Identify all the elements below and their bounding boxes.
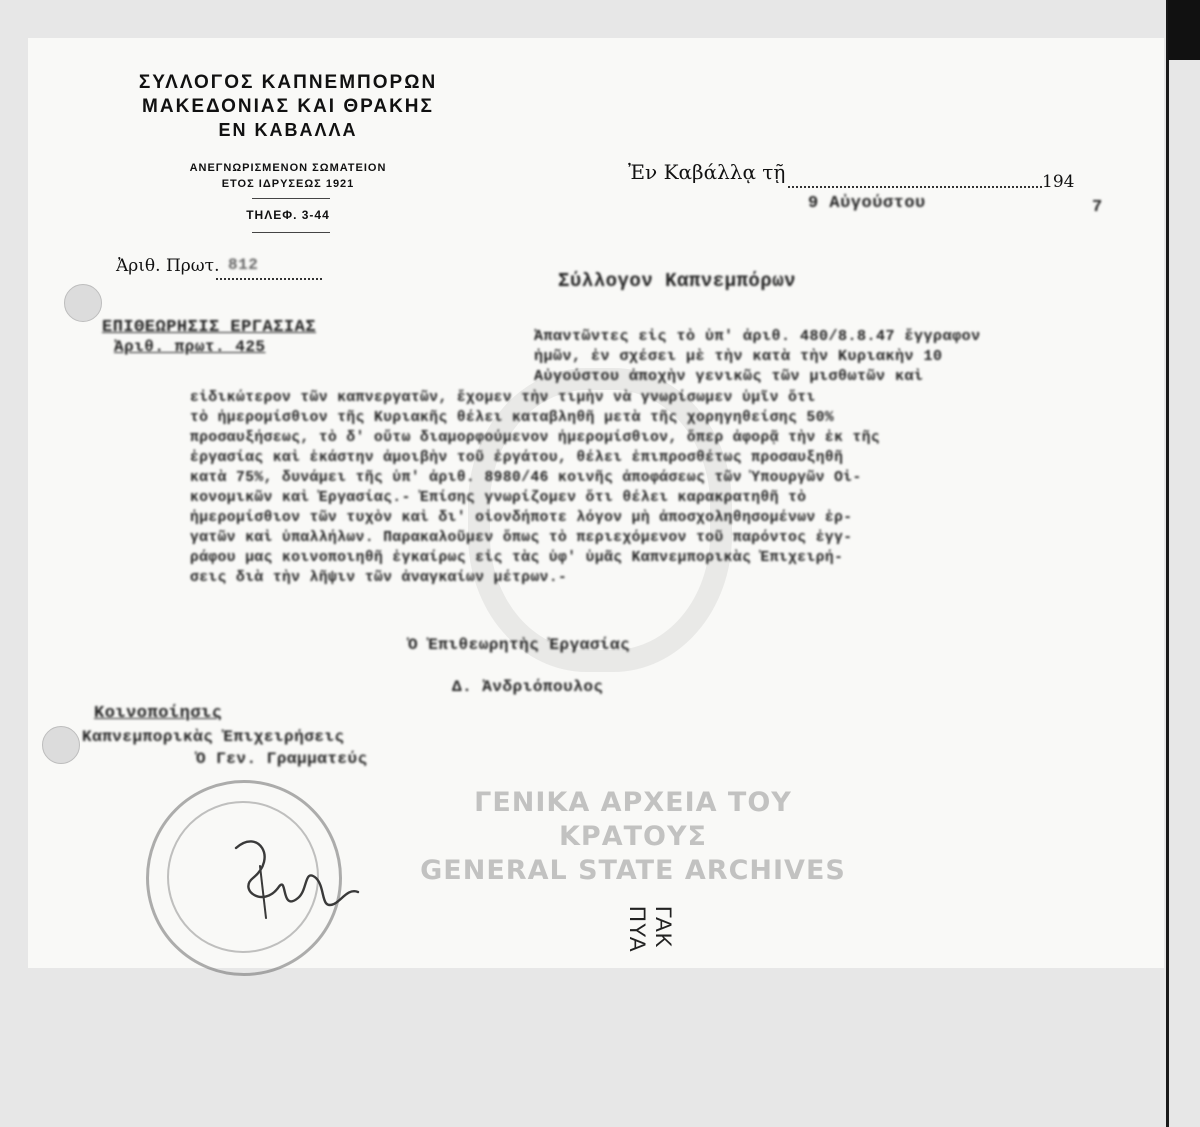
date-year-prefix: 194 [1042, 172, 1075, 192]
distribution-line: Ὁ Γεν. Γραμματεύς [196, 750, 368, 768]
org-registration: ΑΝΕΓΝΩΡΙΣΜΕΝΟΝ ΣΩΜΑΤΕΙΟΝ [189, 162, 387, 174]
protocol-label: Ἀριθ. Πρωτ. [116, 256, 220, 276]
scanner-edge-line [1166, 0, 1169, 1127]
typed-date: 9 Αὐγούστου [808, 194, 926, 213]
watermark-english: GENERAL STATE ARCHIVES [420, 855, 846, 886]
body-line: ἡμῶν, ἐν σχέσει μὲ τὴν κατὰ τὴν Κυριακὴν 10 [534, 348, 943, 365]
body-line: κονομικῶν καὶ Ἐργασίας.- Ἐπίσης γνωρίζομεν ὅτι θέλει καρακρατηθῆ τὸ [190, 490, 807, 506]
protocol-number: 812 [228, 256, 259, 274]
signatory-name: Δ. Ἀνδριόπουλος [452, 678, 604, 696]
org-founding-year: ΕΤΟΣ ΙΔΡΥΣΕΩΣ 1921 [221, 178, 355, 190]
org-name-line1: ΣΥΛΛΟΓΟΣ ΚΑΠΝΕΜΠΟΡΩΝ [138, 72, 438, 93]
punch-hole-icon [42, 726, 80, 764]
body-line: Ἀπαντῶντες εἰς τὸ ὑπ' ἀριθ. 480/8.8.47 ἔγγραφον [534, 328, 981, 345]
document-sheet [28, 38, 1164, 968]
typed-year-digit: 7 [1092, 198, 1103, 217]
org-name-line2: ΜΑΚΕΔΟΝΙΑΣ ΚΑΙ ΘΡΑΚΗΣ [142, 96, 434, 117]
body-line: σεις διὰ τὴν λῆψιν τῶν ἀναγκαίων μέτρων.- [190, 570, 568, 586]
body-line: γατῶν καὶ ὑπαλλήλων. Παρακαλοῦμεν ὅπως τὸ περιεχόμενον τοῦ παρόντος ἐγγ- [190, 530, 853, 546]
recipient-line: Σύλλογον Καπνεμπόρων [558, 270, 797, 292]
punch-hole-icon [64, 284, 102, 322]
letterhead-divider [252, 198, 330, 199]
letterhead-divider [252, 232, 330, 233]
archive-watermark [398, 786, 868, 888]
body-line: Αὐγούστου ἀποχὴν γενικῶς τῶν μισθωτῶν καὶ [534, 368, 924, 385]
date-dotted-line [788, 186, 1042, 188]
handwritten-signature [208, 818, 368, 938]
body-line: ράφου μας κοινοποιηθῆ ἐγκαίρως εἰς τὰς ὑφ' ὑμᾶς Καπνεμπορικὰς Ἐπιχειρή- [190, 550, 844, 566]
distribution-heading: Κοινοποίησις [94, 704, 223, 723]
archive-side-note: ΓΑΚ ΠΥΑ [625, 906, 676, 953]
body-line: ἐργασίας καὶ ἑκάστην ἀμοιβὴν τοῦ ἐργάτου, θέλει ἐπιπροσθέτως προσαυξηθῆ [190, 450, 844, 466]
sender-protocol: Ἀριθ. πρωτ. 425 [114, 338, 266, 356]
distribution-line: Καπνεμπορικὰς Ἐπιχειρήσεις [82, 728, 345, 746]
date-place-label: Ἐν Καβάλλᾳ τῇ [628, 160, 786, 184]
body-line: κατὰ 75%, δυνάμει τῆς ὑπ' ἀριθ. 8980/46 κοινῆς ἀποφάσεως τῶν Ὑπουργῶν Οἰ- [190, 470, 862, 486]
scanner-corner-mark [1168, 0, 1200, 60]
signatory-title: Ὁ Ἐπιθεωρητὴς Ἐργασίας [408, 636, 631, 654]
watermark-greek: ΓΕΝΙΚΑ ΑΡΧΕΙΑ ΤΟΥ ΚΡΑΤΟΥΣ [474, 787, 792, 852]
body-line: τὸ ἡμερομίσθιον τῆς Κυριακῆς θέλει καταβληθῆ μετὰ τῆς χορηγηθείσης 50% [190, 410, 835, 426]
protocol-dotted-line [216, 278, 322, 280]
body-line: προσαυξήσεως, τὸ δ' οὕτω διαμορφούμενον ἡμερομίσθιον, ὅπερ ἀφορᾷ τὴν ἐκ τῆς [190, 430, 881, 446]
body-line: ἡμερομίσθιον τῶν τυχὸν καὶ δι' οἱονδήποτε λόγον μὴ ἀποσχοληθησομένων ἐρ- [190, 510, 853, 526]
sender-office: ΕΠΙΘΕΩΡΗΣΙΣ ΕΡΓΑΣΙΑΣ [102, 318, 317, 337]
org-name-line3: ΕΝ ΚΑΒΑΛΛΑ [218, 120, 358, 140]
org-phone: ΤΗΛΕΦ. 3-44 [246, 208, 330, 222]
body-line: εἰδικώτερον τῶν καπνεργατῶν, ἔχομεν τὴν τιμὴν νὰ γνωρίσωμεν ὑμῖν ὅτι [190, 390, 816, 406]
